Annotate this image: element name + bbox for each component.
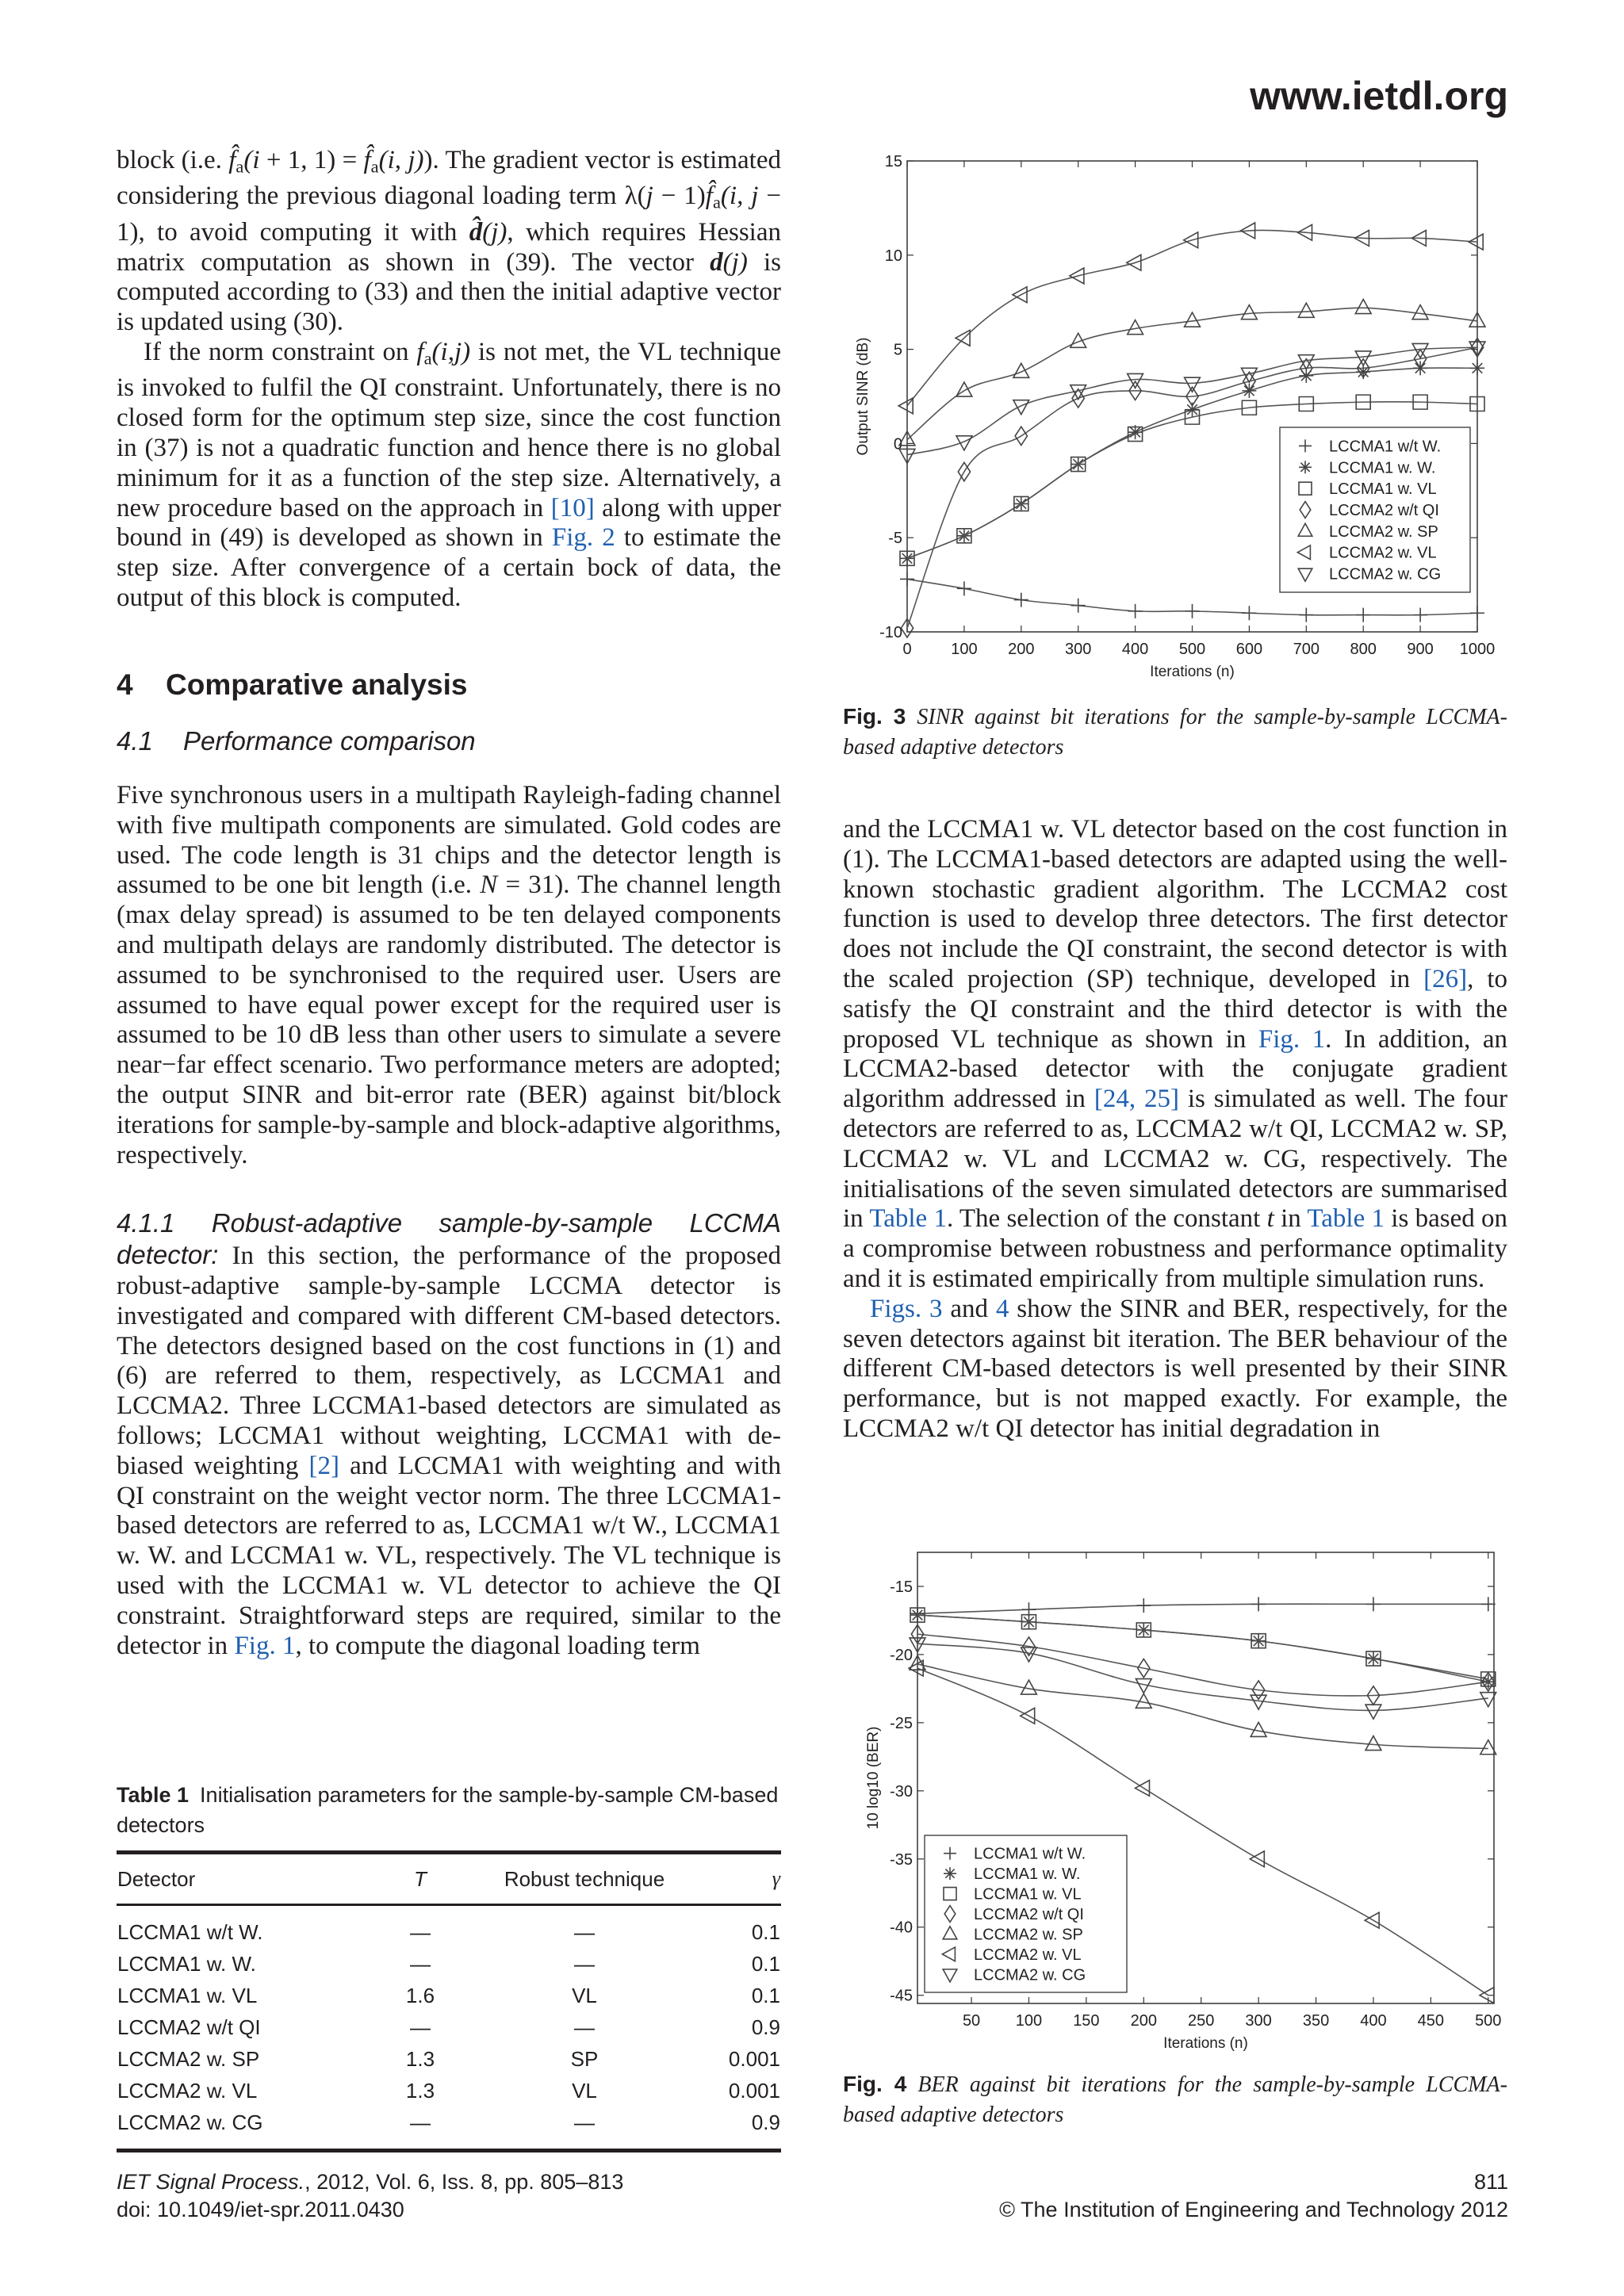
text-run: is simulated as well. The four detectors are referred to as, LCCMA2 w/t QI, LCCMA2 w. SP, LCCMA2 w. VL and LCCMA2 w. CG, respectively. The initialisations of the seven simulated detectors are summarised in bbox=[843, 1085, 1507, 1234]
table-row bbox=[117, 1980, 781, 2011]
table-cell: LCCMA2 w. SP bbox=[117, 2046, 260, 2071]
text-run: . The selection of the constant bbox=[946, 1204, 1267, 1234]
math-text: (i,j) bbox=[431, 338, 471, 366]
math-text: (i bbox=[243, 146, 260, 174]
x-tick-label: 600 bbox=[1235, 641, 1263, 658]
math-text: f̂ bbox=[705, 182, 713, 211]
footer-right bbox=[999, 2168, 1508, 2224]
reference-link[interactable]: [2] bbox=[308, 1451, 339, 1480]
text-run: is not met, the VL technique is invoked to fulfil the QI constraint. Unfortunately, there is no closed form for the optimum step size, since the cost function in (37) is not a quadratic function and hence there is no global minimum for it as a function of the step size. Alternatively, a new procedure based on the approach in bbox=[117, 338, 781, 522]
math-vector: d bbox=[710, 247, 723, 277]
table-cell: 0.1 bbox=[751, 1919, 780, 1944]
table-cell: 0.1 bbox=[751, 1951, 780, 1976]
table-cell: 0.001 bbox=[728, 2078, 780, 2103]
math-text: (i, j bbox=[720, 182, 759, 211]
legend-entry: LCCMA2 w. SP bbox=[974, 1926, 1083, 1944]
table-cell: — bbox=[410, 2015, 431, 2039]
y-tick-label: 5 bbox=[893, 341, 902, 359]
y-tick-label: 0 bbox=[893, 435, 902, 453]
text-run: is based on a compromise between robustness and performance optimality and it is estimated empirically from multiple simulation runs. bbox=[843, 1204, 1507, 1293]
table-cell: SP bbox=[570, 2046, 599, 2071]
math-text: N bbox=[480, 871, 498, 900]
fig3-sinr-chart bbox=[841, 147, 1522, 694]
fig3-label: Fig. 3 bbox=[843, 704, 906, 729]
fig3-caption-text: SINR against bit iterations for the sample-by-sample LCCMA-based adaptive detectors bbox=[843, 705, 1507, 760]
table-row bbox=[117, 1905, 781, 1949]
legend-entry: LCCMA1 w. W. bbox=[1329, 459, 1436, 477]
text-run: in bbox=[1274, 1204, 1308, 1234]
table-cell: 0.1 bbox=[751, 1983, 780, 2007]
subsection-heading bbox=[117, 726, 476, 756]
text-run: show the SINR and BER, respectively, for the seven detectors against bit iteration. The BER behaviour of the different CM-based detectors is well presented by their SINR performance, but is not mapped exactly. For example, the LCCMA2 w/t QI detector has initial degradation in bbox=[843, 1294, 1507, 1443]
subsubsection-heading: 4.1.1 Robust-adaptive sample-by-sample LCCMA detector: bbox=[117, 1208, 781, 1270]
table-header-row bbox=[117, 1853, 781, 1905]
math-text: f̂ bbox=[363, 146, 371, 174]
table-cell: 1.6 bbox=[405, 1983, 435, 2007]
text-run: along with upper bound in (49) is developed as shown in bbox=[117, 493, 782, 553]
reference-link[interactable]: Table 1 bbox=[1307, 1204, 1385, 1234]
text-run: Five synchronous users in a multipath Rayleigh-fading channel with five multipath components are simulated. Gold codes are used. The code length is 31 chips and the detector length is assumed to be one bit length (i.e. bbox=[117, 781, 781, 900]
legend-entry: LCCMA2 w/t QI bbox=[974, 1906, 1084, 1923]
text-run: and the LCCMA1 w. VL detector based on the cost function in (1). The LCCMA1-based detectors are adapted using the well-known stochastic gradient algorithm. The LCCMA2 cost function is used to develop three detectors. The first detector does not include the QI constraint, the second detector is with the scaled projection (SP) technique, developed in bbox=[843, 815, 1507, 993]
x-tick-label: 0 bbox=[902, 641, 912, 658]
x-tick-label: 200 bbox=[1008, 641, 1035, 658]
legend-entry: LCCMA2 w. VL bbox=[1329, 544, 1437, 562]
fig3-caption bbox=[843, 702, 1507, 763]
y-tick-label: -20 bbox=[890, 1646, 913, 1664]
table-row bbox=[117, 2011, 781, 2043]
table-row bbox=[117, 1948, 781, 1980]
paragraph bbox=[117, 1208, 781, 1661]
fig4-label: Fig. 4 bbox=[843, 2072, 907, 2096]
doi: doi: 10.1049/iet-spr.2011.0430 bbox=[117, 2198, 404, 2221]
text-run: , to compute the diagonal loading term bbox=[295, 1631, 700, 1660]
paragraph bbox=[843, 1295, 1507, 1445]
table-cell: LCCMA2 w/t QI bbox=[117, 2015, 261, 2039]
column-header: γ bbox=[772, 1867, 780, 1890]
math-text: f̂ bbox=[228, 146, 236, 174]
fig4-caption-text: BER against bit iterations for the sample-by-sample LCCMA-based adaptive detectors bbox=[843, 2072, 1507, 2127]
table-label: Table 1 bbox=[117, 1783, 190, 1807]
table-body bbox=[117, 1905, 781, 2151]
text-run: ). The gradient vector is estimated considering the previous diagonal loading term λ( bbox=[117, 146, 781, 211]
y-tick-label: 15 bbox=[884, 153, 902, 170]
x-axis-label: Iterations (n) bbox=[1150, 664, 1235, 680]
table-cell: — bbox=[574, 2110, 595, 2134]
citation: , 2012, Vol. 6, Iss. 8, pp. 805–813 bbox=[304, 2170, 624, 2194]
x-tick-label: 400 bbox=[1121, 641, 1149, 658]
y-axis-label: 10 log10 (BER) bbox=[865, 1726, 882, 1830]
text-run: is computed according to (33) and then the initial adaptive vector is updated using (30). bbox=[117, 247, 781, 337]
reference-link[interactable]: Fig. 1 bbox=[234, 1631, 296, 1660]
table-cell: 1.3 bbox=[405, 2078, 435, 2103]
table-row bbox=[117, 2043, 781, 2075]
legend-entry: LCCMA2 w. CG bbox=[974, 1966, 1086, 1984]
math-text: (i, j) bbox=[378, 146, 424, 174]
text-run: , to satisfy the QI constraint and the third detector is with the proposed VL technique as shown in bbox=[843, 964, 1508, 1054]
table-cell: VL bbox=[572, 1983, 597, 2007]
table-cell: — bbox=[410, 2110, 431, 2134]
math-text: (j) bbox=[482, 217, 508, 247]
legend-entry: LCCMA2 w/t QI bbox=[1329, 502, 1439, 519]
x-tick-label: 300 bbox=[1065, 641, 1092, 658]
math-text: f bbox=[416, 338, 424, 366]
x-tick-label: 500 bbox=[1475, 2012, 1502, 2030]
legend-entry: LCCMA2 w. CG bbox=[1329, 565, 1442, 584]
table-row bbox=[117, 2107, 781, 2151]
column-header: T bbox=[414, 1866, 427, 1891]
page-number: 811 bbox=[1473, 2170, 1508, 2194]
table-cell: — bbox=[574, 1951, 595, 1976]
table-row bbox=[117, 2075, 781, 2107]
y-tick-label: -35 bbox=[890, 1850, 913, 1869]
y-tick-label: -10 bbox=[879, 624, 902, 641]
y-tick-label: -40 bbox=[890, 1919, 913, 1937]
initialisation-table bbox=[117, 1850, 781, 2152]
table-cell: LCCMA1 w. VL bbox=[117, 1983, 258, 2007]
text-run: If the norm constraint on bbox=[144, 338, 417, 366]
x-tick-label: 700 bbox=[1293, 641, 1320, 658]
paragraph bbox=[843, 815, 1507, 1295]
x-tick-label: 150 bbox=[1073, 2012, 1100, 2030]
math-text: t bbox=[1266, 1204, 1274, 1234]
fig4-caption bbox=[843, 2070, 1507, 2130]
table-cell: 0.9 bbox=[751, 2015, 780, 2039]
paragraph bbox=[117, 781, 781, 1170]
text-run: block (i.e. bbox=[117, 146, 229, 174]
subsection-title: Performance comparison bbox=[183, 726, 476, 756]
subscript: a bbox=[712, 193, 721, 213]
reference-link[interactable]: [10] bbox=[550, 493, 595, 522]
subscript: a bbox=[423, 348, 432, 369]
reference-link[interactable]: 4 bbox=[995, 1294, 1009, 1323]
legend-entry: LCCMA1 w/t W. bbox=[974, 1845, 1086, 1863]
table-cell: — bbox=[574, 2015, 595, 2039]
star-marker-icon bbox=[1299, 461, 1312, 473]
site-url: www.ietdl.org bbox=[1250, 74, 1508, 118]
text-run: and bbox=[942, 1294, 996, 1323]
y-tick-label: -30 bbox=[890, 1782, 913, 1800]
x-tick-label: 500 bbox=[1178, 641, 1206, 658]
section-heading bbox=[117, 668, 467, 702]
table-cell: — bbox=[410, 1951, 431, 1976]
x-tick-label: 900 bbox=[1407, 641, 1434, 658]
math-text: (j) bbox=[722, 247, 748, 277]
table-cell: LCCMA2 w. CG bbox=[117, 2110, 263, 2134]
text-run: , which requires Hessian matrix computation as shown in (39). The vector bbox=[117, 217, 781, 277]
legend-entry: LCCMA1 w/t W. bbox=[1329, 438, 1442, 456]
reference-link[interactable]: Fig. 2 bbox=[551, 523, 615, 553]
table-cell: 0.001 bbox=[728, 2046, 780, 2071]
table-cell: LCCMA1 w. W. bbox=[117, 1951, 256, 1976]
table-cell: 0.9 bbox=[751, 2110, 780, 2134]
x-tick-label: 200 bbox=[1130, 2012, 1157, 2030]
x-tick-label: 250 bbox=[1188, 2012, 1215, 2030]
text-run: = 31). The channel length (max delay spread) is assumed to be ten delayed components and multipath delays are randomly distributed. The detector is assumed to be synchronised to the required user. Users are assumed to have equal power except for the required user is assumed to be 10 dB less than other users to simulate a severe near−far effect scenario. Two performance meters are adopted; the output SINR and bit-error rate (BER) against bit/block iterations for sample-by-sample and block-adaptive algorithms, respectively. bbox=[117, 871, 781, 1169]
column-header: Detector bbox=[117, 1866, 196, 1891]
table-caption-text: Initialisation parameters for the sample-by-sample CM-based detectors bbox=[117, 1783, 779, 1837]
x-tick-label: 400 bbox=[1360, 2012, 1387, 2030]
left-column-body bbox=[117, 781, 781, 1661]
subscript: a bbox=[236, 156, 244, 177]
text-run: and LCCMA1 with weighting and with QI constraint on the weight vector norm. The three LCCMA1-based detectors are referred to as, LCCMA1 w/t W., LCCMA1 w. W. and LCCMA1 w. VL, respectively. The VL technique is used with the LCCMA1 w. VL detector to achieve the QI constraint. Straightforward steps are required, similar to the detector in bbox=[117, 1451, 781, 1660]
y-tick-label: -45 bbox=[890, 1987, 913, 2005]
text-run: In this section, the performance of the proposed robust-adaptive sample-by-sample LCCMA detector is investigated and compared with different CM-based detectors. The detectors designed based on the cost functions in (1) and (6) are referred to them, respectively, as LCCMA1 and LCCMA2. Three LCCMA1-based detectors are simulated as follows; LCCMA1 without weighting, LCCMA1 with de-biased weighting bbox=[117, 1242, 781, 1480]
x-tick-label: 50 bbox=[962, 2012, 981, 2030]
legend-entry: LCCMA2 w. VL bbox=[974, 1946, 1082, 1964]
text-run: . In addition, an LCCMA2-based detector with the conjugate gradient algorithm addressed in bbox=[843, 1024, 1507, 1114]
left-column-top bbox=[117, 146, 781, 614]
x-tick-label: 100 bbox=[1015, 2012, 1043, 2030]
x-tick-label: 1000 bbox=[1459, 641, 1496, 658]
x-axis-label: Iterations (n) bbox=[1163, 2035, 1248, 2052]
x-tick-label: 800 bbox=[1350, 641, 1377, 658]
x-tick-label: 350 bbox=[1302, 2012, 1330, 2030]
table-cell: VL bbox=[572, 2078, 597, 2103]
column-header: Robust technique bbox=[504, 1866, 665, 1891]
x-tick-label: 450 bbox=[1417, 2012, 1445, 2030]
subscript: a bbox=[370, 156, 379, 177]
x-tick-label: 100 bbox=[951, 641, 978, 658]
reference-link[interactable]: Figs. 3 bbox=[870, 1294, 943, 1323]
table-cell: LCCMA1 w/t W. bbox=[117, 1919, 263, 1944]
paragraph bbox=[117, 146, 781, 338]
paragraph bbox=[117, 338, 781, 614]
footer-left bbox=[117, 2168, 623, 2224]
table-caption bbox=[117, 1780, 783, 1840]
math-text: j bbox=[645, 182, 653, 211]
fig4-ber-chart bbox=[841, 1538, 1522, 2061]
y-axis-label: Output SINR (dB) bbox=[855, 337, 871, 456]
text-run: − 1), to avoid computing it with bbox=[117, 182, 781, 247]
reference-link[interactable]: [26] bbox=[1423, 964, 1468, 993]
journal-name: IET Signal Process. bbox=[117, 2170, 305, 2194]
subsection-number: 4.1 bbox=[117, 726, 153, 756]
table-cell: LCCMA2 w. VL bbox=[117, 2078, 258, 2103]
reference-link[interactable]: [24, 25] bbox=[1094, 1085, 1179, 1114]
text-run: to estimate the step size. After convergence of a certain bock of data, the output of this block is computed. bbox=[117, 523, 781, 612]
legend-entry: LCCMA1 w. VL bbox=[1329, 480, 1437, 499]
legend-entry: LCCMA1 w. VL bbox=[974, 1885, 1082, 1904]
text-run: + 1, 1) = bbox=[259, 146, 364, 174]
section-number: 4 bbox=[117, 668, 133, 701]
reference-link[interactable]: Table 1 bbox=[869, 1204, 947, 1234]
reference-link[interactable]: Fig. 1 bbox=[1258, 1024, 1326, 1054]
table-cell: 1.3 bbox=[405, 2046, 435, 2071]
math-vector: d̂ bbox=[469, 217, 483, 247]
y-tick-label: -25 bbox=[890, 1714, 913, 1732]
y-tick-label: -5 bbox=[888, 530, 902, 548]
legend-entry: LCCMA2 w. SP bbox=[1329, 522, 1438, 541]
text-run: − 1) bbox=[653, 182, 706, 211]
table-cell: — bbox=[410, 1919, 431, 1944]
copyright: © The Institution of Engineering and Technology 2012 bbox=[999, 2198, 1508, 2221]
table-cell: — bbox=[574, 1919, 595, 1944]
section-title: Comparative analysis bbox=[166, 668, 468, 701]
right-column-body bbox=[843, 815, 1507, 1445]
y-tick-label: 10 bbox=[884, 247, 902, 265]
legend-entry: LCCMA1 w. W. bbox=[974, 1866, 1081, 1884]
x-tick-label: 300 bbox=[1245, 2012, 1272, 2030]
y-tick-label: -15 bbox=[890, 1578, 913, 1596]
